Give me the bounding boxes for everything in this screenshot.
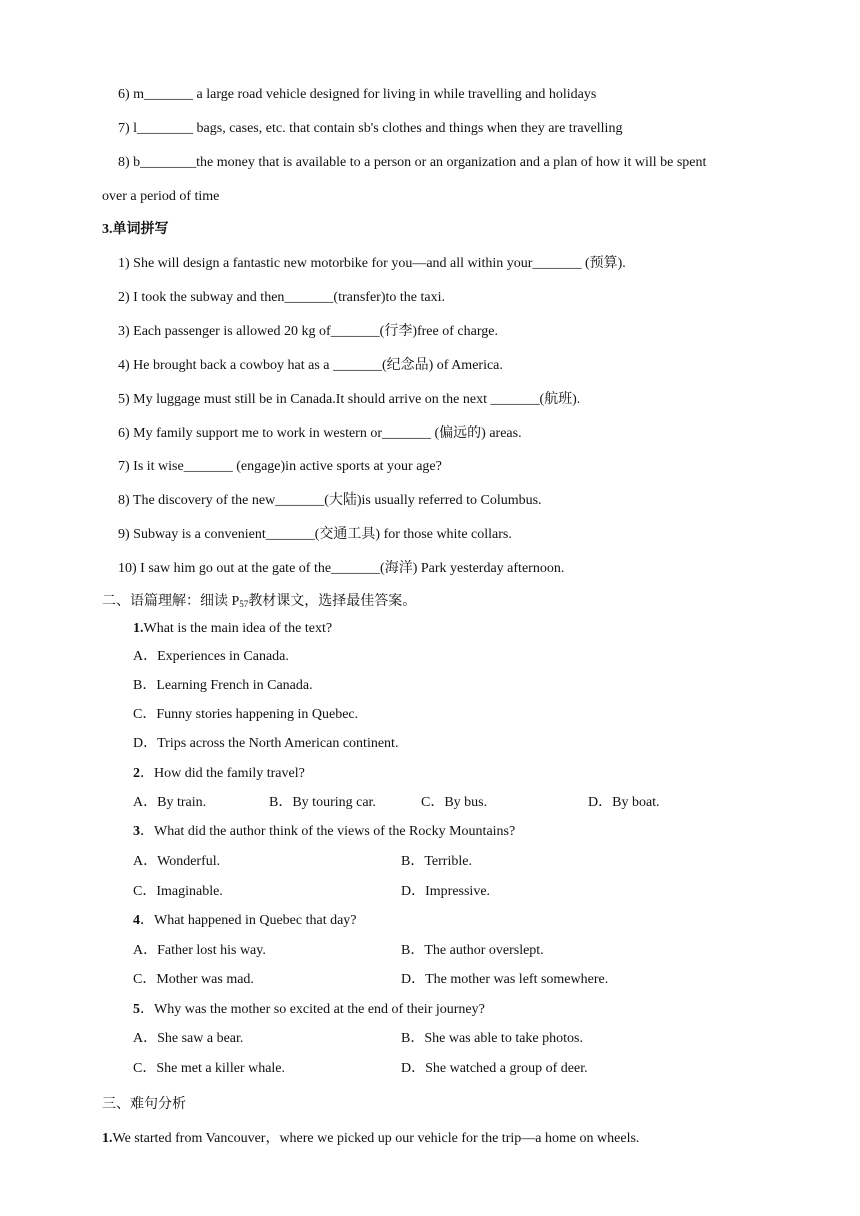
- definition-item-6: 6) m_______ a large road vehicle designed for living in while travelling and holidays: [118, 87, 597, 102]
- question-2: [133, 765, 305, 783]
- q2-option-a: A．By train.: [133, 795, 207, 810]
- spelling-item-9: 9) Subway is a convenient_______(交通工具) for those white collars.: [118, 527, 512, 542]
- question-number: 4: [133, 913, 140, 928]
- q2-option-b: B．By touring car.: [269, 795, 376, 810]
- spelling-item-2: 2) I took the subway and then_______(transfer)to the taxi.: [118, 290, 445, 305]
- definition-item-8-continued: over a period of time: [102, 189, 220, 204]
- q3-option-a: A．Wonderful.: [133, 854, 221, 869]
- question-5: [133, 1001, 485, 1019]
- reading-section-heading: [102, 593, 416, 611]
- spelling-item-8: 8) The discovery of the new_______(大陆)is usually referred to Columbus.: [118, 493, 542, 508]
- question-number: 3: [133, 824, 140, 839]
- question-number: 5: [133, 1002, 140, 1017]
- q1-option-b: B．Learning French in Canada.: [133, 678, 313, 693]
- item-text: We started from Vancouver，where we picked up our vehicle for the trip—a home on wheels.: [112, 1131, 640, 1146]
- q3-option-b: B．Terrible.: [401, 854, 472, 869]
- spelling-item-7: 7) Is it wise_______ (engage)in active sports at your age?: [118, 459, 442, 474]
- q5-option-a: A．She saw a bear.: [133, 1031, 244, 1046]
- question-text: ．Why was the mother so excited at the end of their journey?: [140, 1002, 485, 1017]
- q3-option-c: C．Imaginable.: [133, 884, 223, 899]
- definition-item-7: 7) l________ bags, cases, etc. that contain sb's clothes and things when they are travelling: [118, 121, 623, 136]
- q2-option-d: D．By boat.: [588, 795, 660, 810]
- q2-option-c: C．By bus.: [421, 795, 488, 810]
- question-number: 1.: [133, 621, 144, 636]
- q1-option-a: A．Experiences in Canada.: [133, 649, 289, 664]
- spelling-item-6: 6) My family support me to work in western or_______ (偏远的) areas.: [118, 426, 522, 441]
- spelling-item-5: 5) My luggage must still be in Canada.It should arrive on the next _______(航班).: [118, 392, 581, 407]
- spelling-item-10: 10) I saw him go out at the gate of the_______(海洋) Park yesterday afternoon.: [118, 561, 565, 576]
- q5-option-d: D．She watched a group of deer.: [401, 1061, 588, 1076]
- q1-option-c: C．Funny stories happening in Quebec.: [133, 707, 359, 722]
- heading-suffix: 教材课文，选择最佳答案。: [248, 594, 417, 609]
- q4-option-b: B．The author overslept.: [401, 943, 544, 958]
- heading-prefix: 二、语篇理解：细读 P: [102, 594, 240, 609]
- question-text: ．What did the author think of the views of the Rocky Mountains?: [140, 824, 516, 839]
- question-4: [133, 912, 357, 930]
- spelling-heading: 3.单词拼写: [102, 222, 169, 237]
- question-1: [133, 620, 332, 638]
- question-3: [133, 823, 515, 841]
- q4-option-d: D．The mother was left somewhere.: [401, 972, 609, 987]
- q4-option-c: C．Mother was mad.: [133, 972, 254, 987]
- page-number-subscript: 57: [239, 599, 249, 609]
- item-number: 1.: [102, 1131, 113, 1146]
- spelling-item-1: 1) She will design a fantastic new motorbike for you—and all within your_______ (预算).: [118, 256, 626, 271]
- definition-item-8: 8) b________the money that is available to a person or an organization and a plan of how it will be spent: [118, 155, 707, 170]
- q5-option-b: B．She was able to take photos.: [401, 1031, 583, 1046]
- question-text: What is the main idea of the text?: [143, 621, 333, 636]
- q1-option-d: D．Trips across the North American continent.: [133, 736, 399, 751]
- q5-option-c: C．She met a killer whale.: [133, 1061, 286, 1076]
- spelling-item-4: 4) He brought back a cowboy hat as a _______(纪念品) of America.: [118, 358, 503, 373]
- question-text: ．What happened in Quebec that day?: [140, 913, 357, 928]
- sentence-analysis-item-1: [102, 1130, 639, 1148]
- q3-option-d: D．Impressive.: [401, 884, 491, 899]
- question-number: 2: [133, 766, 140, 781]
- sentence-analysis-heading: 三、难句分析: [102, 1097, 186, 1112]
- q4-option-a: A．Father lost his way.: [133, 943, 266, 958]
- question-text: ．How did the family travel?: [140, 766, 305, 781]
- spelling-item-3: 3) Each passenger is allowed 20 kg of_______(行李)free of charge.: [118, 324, 498, 339]
